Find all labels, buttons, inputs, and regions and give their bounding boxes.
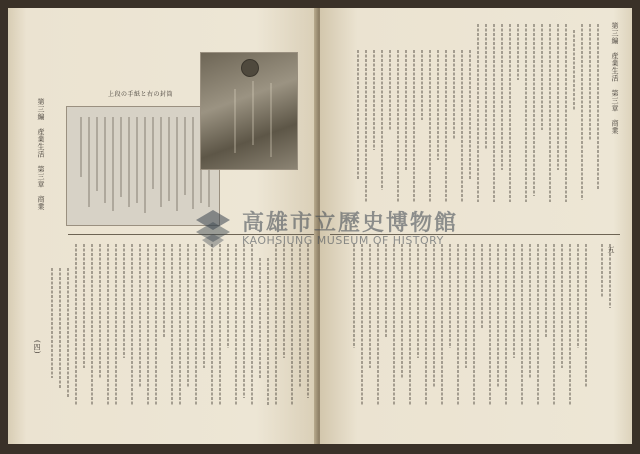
left-page-number: (四): [33, 340, 41, 354]
right-page-number: 五: [607, 246, 615, 254]
photo-caption: 上段の手紙と右の封筒: [108, 91, 174, 98]
watermark-subtitle: KAOHSIUNG MUSEUM OF HISTORY: [242, 234, 444, 247]
right-lower-text: [320, 238, 632, 438]
left-running-header: 第三編 産業生活 第三章 商業: [37, 98, 45, 211]
envelope-photo: [200, 52, 298, 170]
museum-watermark: [192, 206, 462, 256]
museum-logo-icon: [192, 208, 234, 250]
left-body-text: [8, 238, 318, 438]
envelope-texture: [201, 53, 297, 169]
right-running-header: 第三編 産業生活 第三章 商業: [611, 22, 619, 135]
watermark-title: 高雄市立歷史博物館: [242, 211, 459, 236]
right-upper-text: [320, 20, 632, 220]
